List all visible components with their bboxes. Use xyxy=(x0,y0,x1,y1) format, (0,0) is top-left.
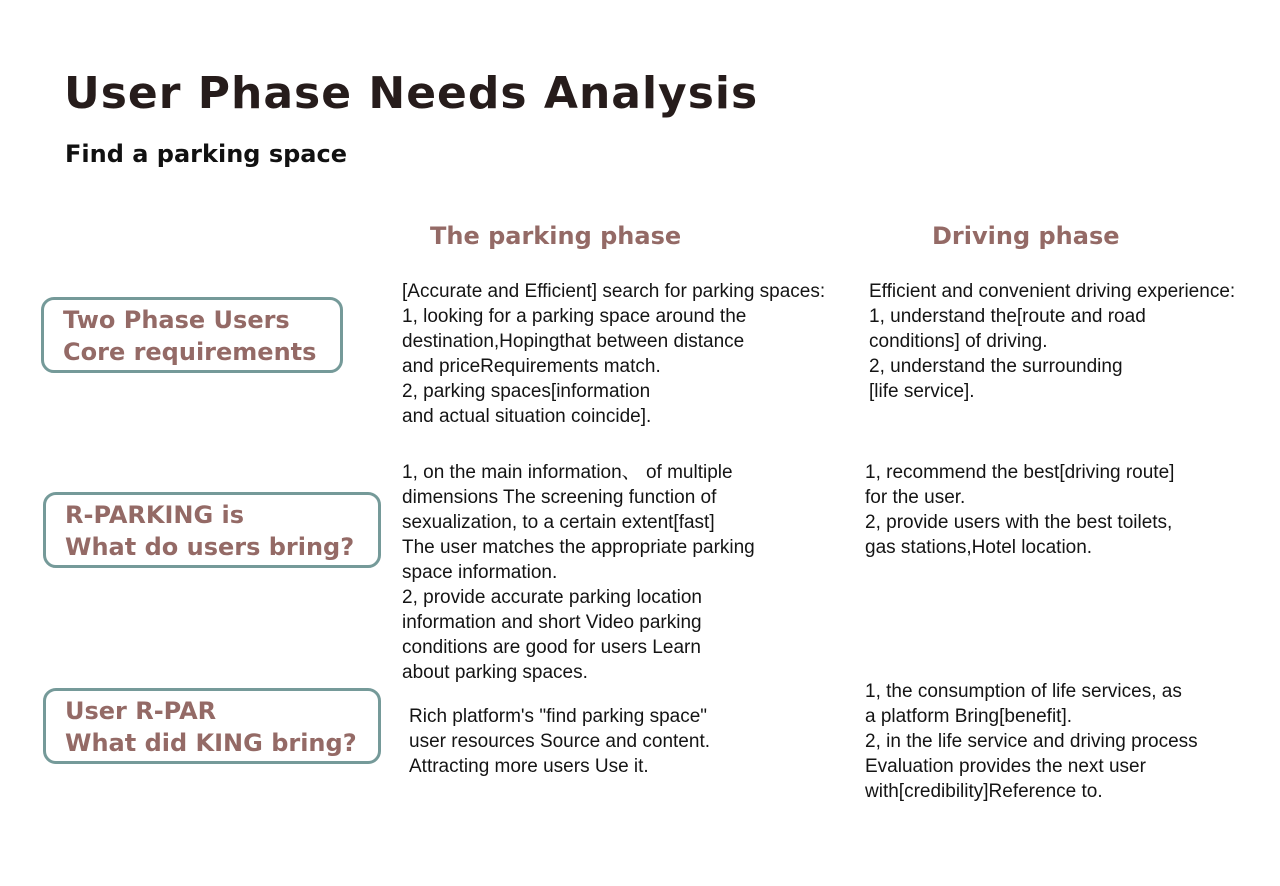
cell-line: Rich platform's "find parking space" xyxy=(409,706,708,727)
cell-line: Attracting more users Use it. xyxy=(409,756,649,777)
cell-line: about parking spaces. xyxy=(402,662,588,683)
page-subtitle: Find a parking space xyxy=(65,140,347,168)
cell-line: information and short Video parking xyxy=(402,612,702,633)
cell-line: 1, looking for a parking space around the xyxy=(402,306,747,327)
cell-line: with[credibility]Reference to. xyxy=(865,781,1103,802)
cell-line: destination,Hopingthat between distance xyxy=(402,331,745,352)
row-label-line: User R-PAR xyxy=(65,697,217,725)
cell-line: conditions] of driving. xyxy=(869,331,1048,352)
cell-line: sexualization, to a certain extent[fast] xyxy=(402,512,715,533)
row-label-line: Two Phase Users xyxy=(63,306,290,334)
cell-line: 1, recommend the best[driving route] xyxy=(865,462,1175,483)
row-label-line: What did KING bring? xyxy=(65,729,357,757)
cell-line: and actual situation coincide]. xyxy=(402,406,652,427)
cell-line: 2, parking spaces[information xyxy=(402,381,651,402)
cell-line: 1, understand the[route and road xyxy=(869,306,1146,327)
cell-line: Evaluation provides the next user xyxy=(865,756,1146,777)
row-label-what-king-brings xyxy=(43,688,381,764)
cell-line: [Accurate and Efficient] search for parking spaces: xyxy=(402,281,826,302)
cell-line: for the user. xyxy=(865,487,966,508)
row-label-line: What do users bring? xyxy=(65,533,355,561)
cell-line: user resources Source and content. xyxy=(409,731,711,752)
cell-what-users-bring-driving xyxy=(865,460,1174,560)
cell-what-king-brings-driving xyxy=(865,679,1198,804)
cell-line: 2, provide accurate parking location xyxy=(402,587,702,608)
cell-line: Efficient and convenient driving experience: xyxy=(869,281,1236,302)
cell-line: gas stations,Hotel location. xyxy=(865,537,1093,558)
row-label-line: R-PARKING is xyxy=(65,501,245,529)
cell-line: 1, on the main information、 of multiple xyxy=(402,462,733,483)
cell-what-king-brings-parking xyxy=(409,704,710,779)
column-header-parking-phase: The parking phase xyxy=(430,222,682,250)
cell-line: 1, the consumption of life services, as xyxy=(865,681,1182,702)
cell-line: dimensions The screening function of xyxy=(402,487,717,508)
row-label-what-users-bring xyxy=(43,492,381,568)
cell-core-requirements-driving xyxy=(869,279,1235,404)
cell-core-requirements-parking xyxy=(402,279,825,429)
cell-line: 2, provide users with the best toilets, xyxy=(865,512,1173,533)
cell-what-users-bring-parking xyxy=(402,460,755,685)
row-label-core-requirements xyxy=(41,297,343,373)
cell-line: [life service]. xyxy=(869,381,975,402)
cell-line: space information. xyxy=(402,562,558,583)
cell-line: a platform Bring[benefit]. xyxy=(865,706,1072,727)
cell-line: The user matches the appropriate parking xyxy=(402,537,755,558)
cell-line: conditions are good for users Learn xyxy=(402,637,701,658)
cell-line: and priceRequirements match. xyxy=(402,356,661,377)
column-header-driving-phase: Driving phase xyxy=(932,222,1120,250)
cell-line: 2, understand the surrounding xyxy=(869,356,1123,377)
row-label-line: Core requirements xyxy=(63,338,317,366)
cell-line: 2, in the life service and driving process xyxy=(865,731,1198,752)
page-title: User Phase Needs Analysis xyxy=(64,68,759,119)
